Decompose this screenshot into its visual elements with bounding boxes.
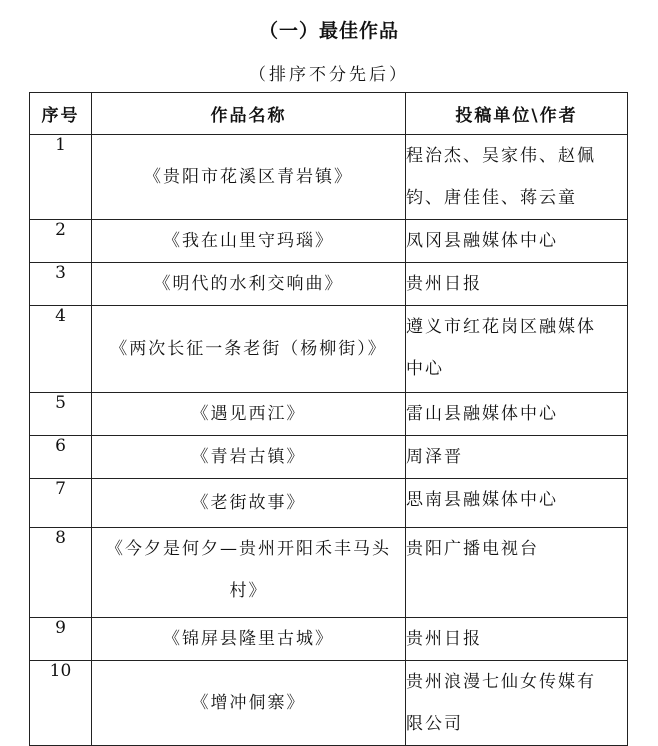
table-row (30, 306, 628, 393)
author-line: 钧、唐佳佳、蒋云童 (406, 188, 577, 208)
cell-work: 《老街故事》 (92, 479, 406, 528)
cell-author (406, 220, 628, 263)
cell-author (406, 263, 628, 306)
cell-work: 《今夕是何夕—贵州开阳禾丰马头村》 (92, 528, 406, 618)
author-line: 雷山县融媒体中心 (406, 404, 558, 424)
cell-no: 6 (30, 436, 92, 479)
cell-work: 《明代的水利交响曲》 (92, 263, 406, 306)
cell-author (406, 306, 628, 393)
table-row (30, 263, 628, 306)
table-row (30, 436, 628, 479)
cell-author (406, 135, 628, 220)
cell-work: 《锦屏县隆里古城》 (92, 618, 406, 661)
cell-work: 《贵阳市花溪区青岩镇》 (92, 135, 406, 220)
cell-no: 4 (30, 306, 92, 393)
author-line: 贵州浪漫七仙女传媒有 (406, 672, 596, 692)
cell-author (406, 436, 628, 479)
section-subheading: （排序不分先后） (249, 65, 409, 85)
table-row (30, 618, 628, 661)
cell-work: 《青岩古镇》 (92, 436, 406, 479)
cell-no: 9 (30, 618, 92, 661)
author-line: 周泽晋 (406, 447, 463, 467)
cell-no: 2 (30, 220, 92, 263)
cell-author (406, 393, 628, 436)
author-line: 贵州日报 (406, 274, 482, 294)
section-heading: （一）最佳作品 (258, 20, 399, 42)
cell-no: 5 (30, 393, 92, 436)
author-line: 贵州日报 (406, 629, 482, 649)
cell-no: 3 (30, 263, 92, 306)
cell-no: 1 (30, 135, 92, 220)
cell-author (406, 661, 628, 746)
cell-work: 《我在山里守玛瑙》 (92, 220, 406, 263)
header-work: 作品名称 (92, 93, 406, 135)
cell-author (406, 479, 628, 528)
cell-work: 《两次长征一条老街（杨柳街）》 (92, 306, 406, 393)
author-line: 思南县融媒体中心 (406, 490, 558, 510)
cell-author (406, 528, 628, 618)
author-line: 程治杰、吴家伟、赵佩 (406, 146, 596, 166)
cell-no: 10 (30, 661, 92, 746)
cell-work: 《增冲侗寨》 (92, 661, 406, 746)
table-row (30, 393, 628, 436)
header-author: 投稿单位\作者 (406, 93, 628, 135)
author-line: 遵义市红花岗区融媒体 (406, 317, 596, 337)
table-row (30, 135, 628, 220)
awards-table (29, 92, 628, 746)
author-line: 凤冈县融媒体中心 (406, 231, 558, 251)
cell-no: 7 (30, 479, 92, 528)
cell-work: 《遇见西江》 (92, 393, 406, 436)
table-row (30, 661, 628, 746)
table-row (30, 479, 628, 528)
header-no: 序号 (30, 93, 92, 135)
table-row (30, 220, 628, 263)
author-line: 贵阳广播电视台 (406, 539, 539, 559)
author-line: 中心 (406, 359, 444, 379)
table-header-row (30, 93, 628, 135)
cell-author (406, 618, 628, 661)
author-line: 限公司 (406, 714, 463, 734)
cell-no: 8 (30, 528, 92, 618)
table-row (30, 528, 628, 618)
